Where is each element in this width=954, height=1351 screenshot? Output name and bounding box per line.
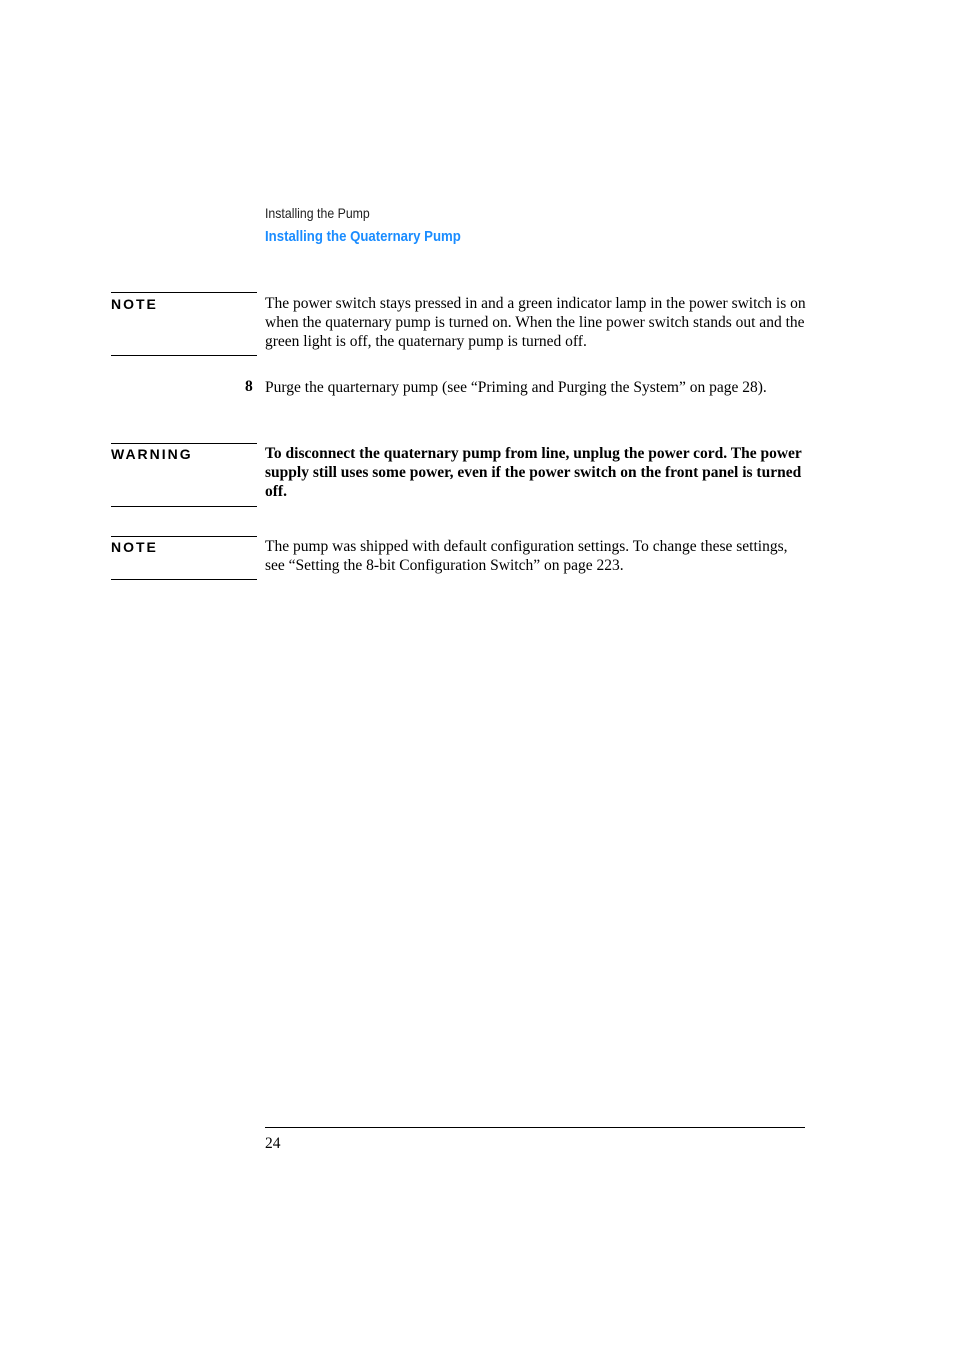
step-number: 8 <box>245 378 253 395</box>
running-head: Installing the Pump <box>265 205 370 221</box>
warning-text: To disconnect the quaternary pump from line, unplug the power cord. The power supply still uses some power, even if the power switch on the front panel is turned off. <box>265 445 802 500</box>
note-bottom-rule <box>111 355 257 356</box>
section-title: Installing the Quaternary Pump <box>265 228 461 245</box>
note-label: NOTE <box>111 296 158 312</box>
warning-label: WARNING <box>111 446 193 462</box>
footer-rule <box>265 1127 805 1128</box>
note-text: The power switch stays pressed in and a green indicator lamp in the power switch is on when the quaternary pump is turned on. When the line power switch stands out and the green light is off, the quaternary pump is turned off. <box>265 295 806 350</box>
note-bottom-rule <box>111 579 257 580</box>
step-text: Purge the quarternary pump (see “Priming and Purging the System” on page 28). <box>265 379 767 396</box>
page-number: 24 <box>265 1135 281 1152</box>
warning-top-rule <box>111 443 257 444</box>
note-top-rule <box>111 536 257 537</box>
note-text: The pump was shipped with default configuration settings. To change these settings, see “Setting the 8-bit Configuration Switch” on page 223. <box>265 538 788 574</box>
note-label: NOTE <box>111 539 158 555</box>
warning-bottom-rule <box>111 506 257 507</box>
note-top-rule <box>111 292 257 293</box>
